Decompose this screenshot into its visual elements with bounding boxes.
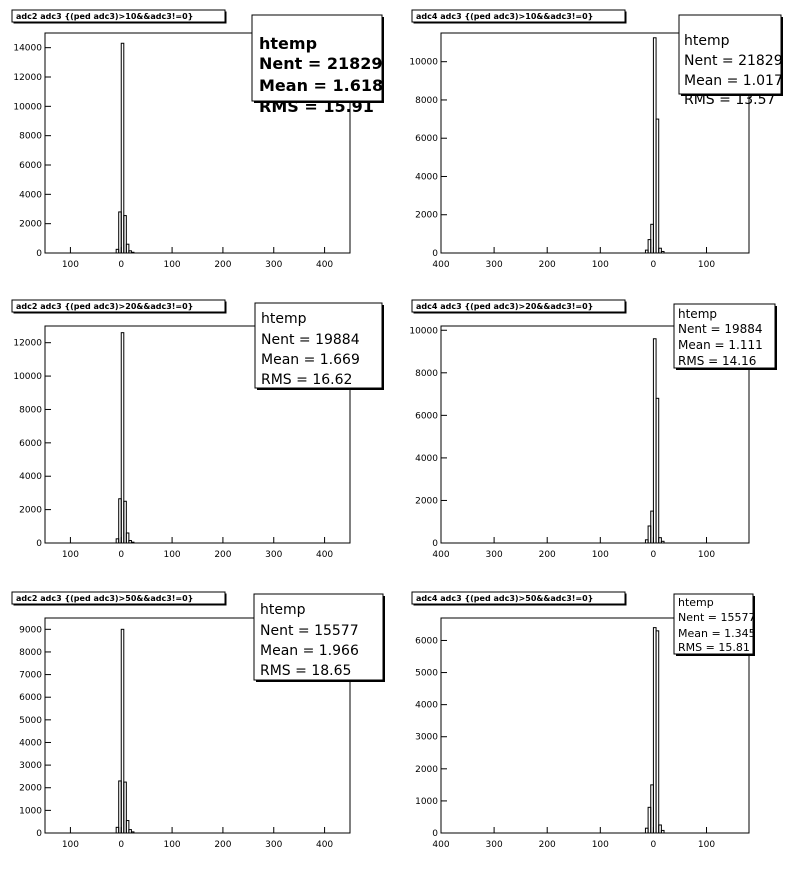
y-tick-label: 6000: [19, 693, 42, 704]
y-tick-label: 4000: [19, 472, 42, 483]
y-tick-label: 0: [36, 539, 42, 549]
chart-title: adc2 adc3 {(ped adc3)>20&&adc3!=0}: [16, 302, 194, 311]
x-tick-label: 100: [591, 550, 609, 560]
y-tick-label: 6000: [415, 636, 438, 647]
stats-mean: Mean = 1.669: [261, 352, 360, 368]
stats-name: htemp: [260, 602, 306, 618]
y-tick-label: 3000: [415, 732, 438, 743]
x-tick-label: 400: [315, 260, 334, 270]
y-tick-label: 7000: [19, 670, 42, 681]
stats-mean: Mean = 1.111: [678, 338, 763, 352]
x-tick-label: 300: [485, 840, 503, 850]
x-tick-label: 200: [214, 550, 232, 560]
x-tick-label: 300: [265, 550, 283, 560]
x-tick-label: 300: [265, 260, 283, 270]
y-tick-label: 0: [432, 829, 438, 839]
y-tick-label: 8000: [415, 95, 438, 106]
stats-rms: RMS = 15.91: [259, 97, 374, 116]
y-tick-label: 4000: [415, 453, 438, 464]
y-tick-label: 0: [36, 249, 42, 259]
stats-rms: RMS = 16.62: [261, 372, 353, 388]
y-tick-label: 4000: [415, 700, 438, 711]
stats-name: htemp: [259, 34, 318, 53]
y-tick-label: 2000: [19, 219, 42, 230]
x-tick-label: 400: [432, 260, 450, 270]
x-tick-label: 100: [591, 840, 609, 850]
stats-mean: Mean = 1.966: [260, 643, 359, 659]
histogram-bin: [131, 252, 134, 253]
y-tick-label: 6000: [415, 411, 438, 422]
x-tick-label: 200: [538, 840, 556, 850]
x-tick-label: 200: [214, 840, 232, 850]
y-tick-label: 14000: [13, 43, 42, 54]
y-tick-label: 6000: [19, 438, 42, 449]
y-tick-label: 5000: [415, 668, 438, 679]
x-tick-label: 400: [315, 550, 334, 560]
y-tick-label: 1000: [415, 796, 438, 807]
chart-title: adc2 adc3 {(ped adc3)>10&&adc3!=0}: [16, 12, 194, 21]
x-tick-label: 100: [163, 550, 181, 560]
x-tick-label: 0: [650, 550, 657, 560]
y-tick-label: 10000: [13, 372, 42, 383]
x-tick-label: 100: [61, 550, 80, 560]
chart-title: adc4 adc3 {(ped adc3)>20&&adc3!=0}: [416, 302, 594, 311]
stats-name: htemp: [678, 596, 714, 609]
y-tick-label: 2000: [19, 505, 42, 516]
x-tick-label: 300: [485, 260, 503, 270]
y-tick-label: 9000: [19, 625, 42, 636]
stats-mean: Mean = 1.618: [259, 76, 384, 95]
x-tick-label: 0: [118, 840, 125, 850]
y-tick-label: 12000: [13, 73, 42, 83]
y-tick-label: 12000: [13, 338, 42, 349]
x-tick-label: 100: [697, 260, 716, 270]
y-tick-label: 2000: [415, 210, 438, 221]
x-tick-label: 200: [538, 550, 556, 560]
stats-name: htemp: [678, 307, 717, 321]
stats-mean: Mean = 1.345: [678, 627, 756, 640]
y-tick-label: 10000: [409, 326, 438, 337]
x-tick-label: 100: [591, 260, 609, 270]
y-tick-label: 10000: [409, 57, 438, 68]
x-tick-label: 0: [650, 260, 657, 270]
y-tick-label: 5000: [19, 715, 42, 726]
y-tick-label: 8000: [19, 647, 42, 658]
chart-title: adc4 adc3 {(ped adc3)>10&&adc3!=0}: [416, 12, 594, 21]
x-tick-label: 100: [61, 260, 80, 270]
stats-name: htemp: [684, 33, 730, 49]
x-tick-label: 300: [485, 550, 503, 560]
y-tick-label: 1000: [19, 806, 42, 817]
y-tick-label: 8000: [415, 368, 438, 379]
y-tick-label: 6000: [415, 134, 438, 145]
y-tick-label: 2000: [415, 496, 438, 507]
x-tick-label: 400: [315, 840, 334, 850]
x-tick-label: 100: [163, 840, 181, 850]
y-tick-label: 3000: [19, 761, 42, 772]
y-tick-label: 2000: [19, 783, 42, 794]
x-tick-label: 200: [214, 260, 232, 270]
x-tick-label: 200: [538, 260, 556, 270]
x-tick-label: 100: [697, 550, 716, 560]
y-tick-label: 8000: [19, 131, 42, 142]
x-tick-label: 400: [432, 550, 450, 560]
x-tick-label: 100: [163, 260, 181, 270]
y-tick-label: 0: [36, 829, 42, 839]
stats-entries: Nent = 19884: [678, 322, 763, 336]
y-tick-label: 8000: [19, 405, 42, 416]
chart-title: adc2 adc3 {(ped adc3)>50&&adc3!=0}: [16, 594, 194, 603]
y-tick-label: 0: [432, 249, 438, 259]
y-tick-label: 0: [432, 539, 438, 549]
stats-rms: RMS = 15.81: [678, 641, 750, 654]
y-tick-label: 4000: [415, 172, 438, 183]
histogram-bin: [131, 542, 134, 543]
stats-rms: RMS = 18.65: [260, 663, 352, 679]
x-tick-label: 0: [118, 550, 125, 560]
stats-name: htemp: [261, 311, 307, 327]
stats-entries: Nent = 19884: [261, 332, 360, 348]
x-tick-label: 0: [650, 840, 657, 850]
chart-title: adc4 adc3 {(ped adc3)>50&&adc3!=0}: [416, 594, 594, 603]
y-tick-label: 2000: [415, 764, 438, 775]
stats-rms: RMS = 14.16: [678, 354, 757, 368]
stats-entries: Nent = 15577: [260, 623, 359, 639]
stats-entries: Nent = 15577: [678, 611, 756, 624]
stats-rms: RMS = 13.57: [684, 92, 776, 108]
y-tick-label: 10000: [13, 102, 42, 113]
y-tick-label: 6000: [19, 161, 42, 171]
x-tick-label: 100: [697, 840, 716, 850]
y-tick-label: 4000: [19, 738, 42, 749]
stats-entries: Nent = 21829: [684, 53, 783, 69]
stats-entries: Nent = 21829: [259, 54, 383, 73]
x-tick-label: 100: [61, 840, 80, 850]
y-tick-label: 4000: [19, 190, 42, 201]
x-tick-label: 300: [265, 840, 283, 850]
x-tick-label: 400: [432, 840, 450, 850]
stats-mean: Mean = 1.017: [684, 73, 783, 89]
x-tick-label: 0: [118, 260, 125, 270]
